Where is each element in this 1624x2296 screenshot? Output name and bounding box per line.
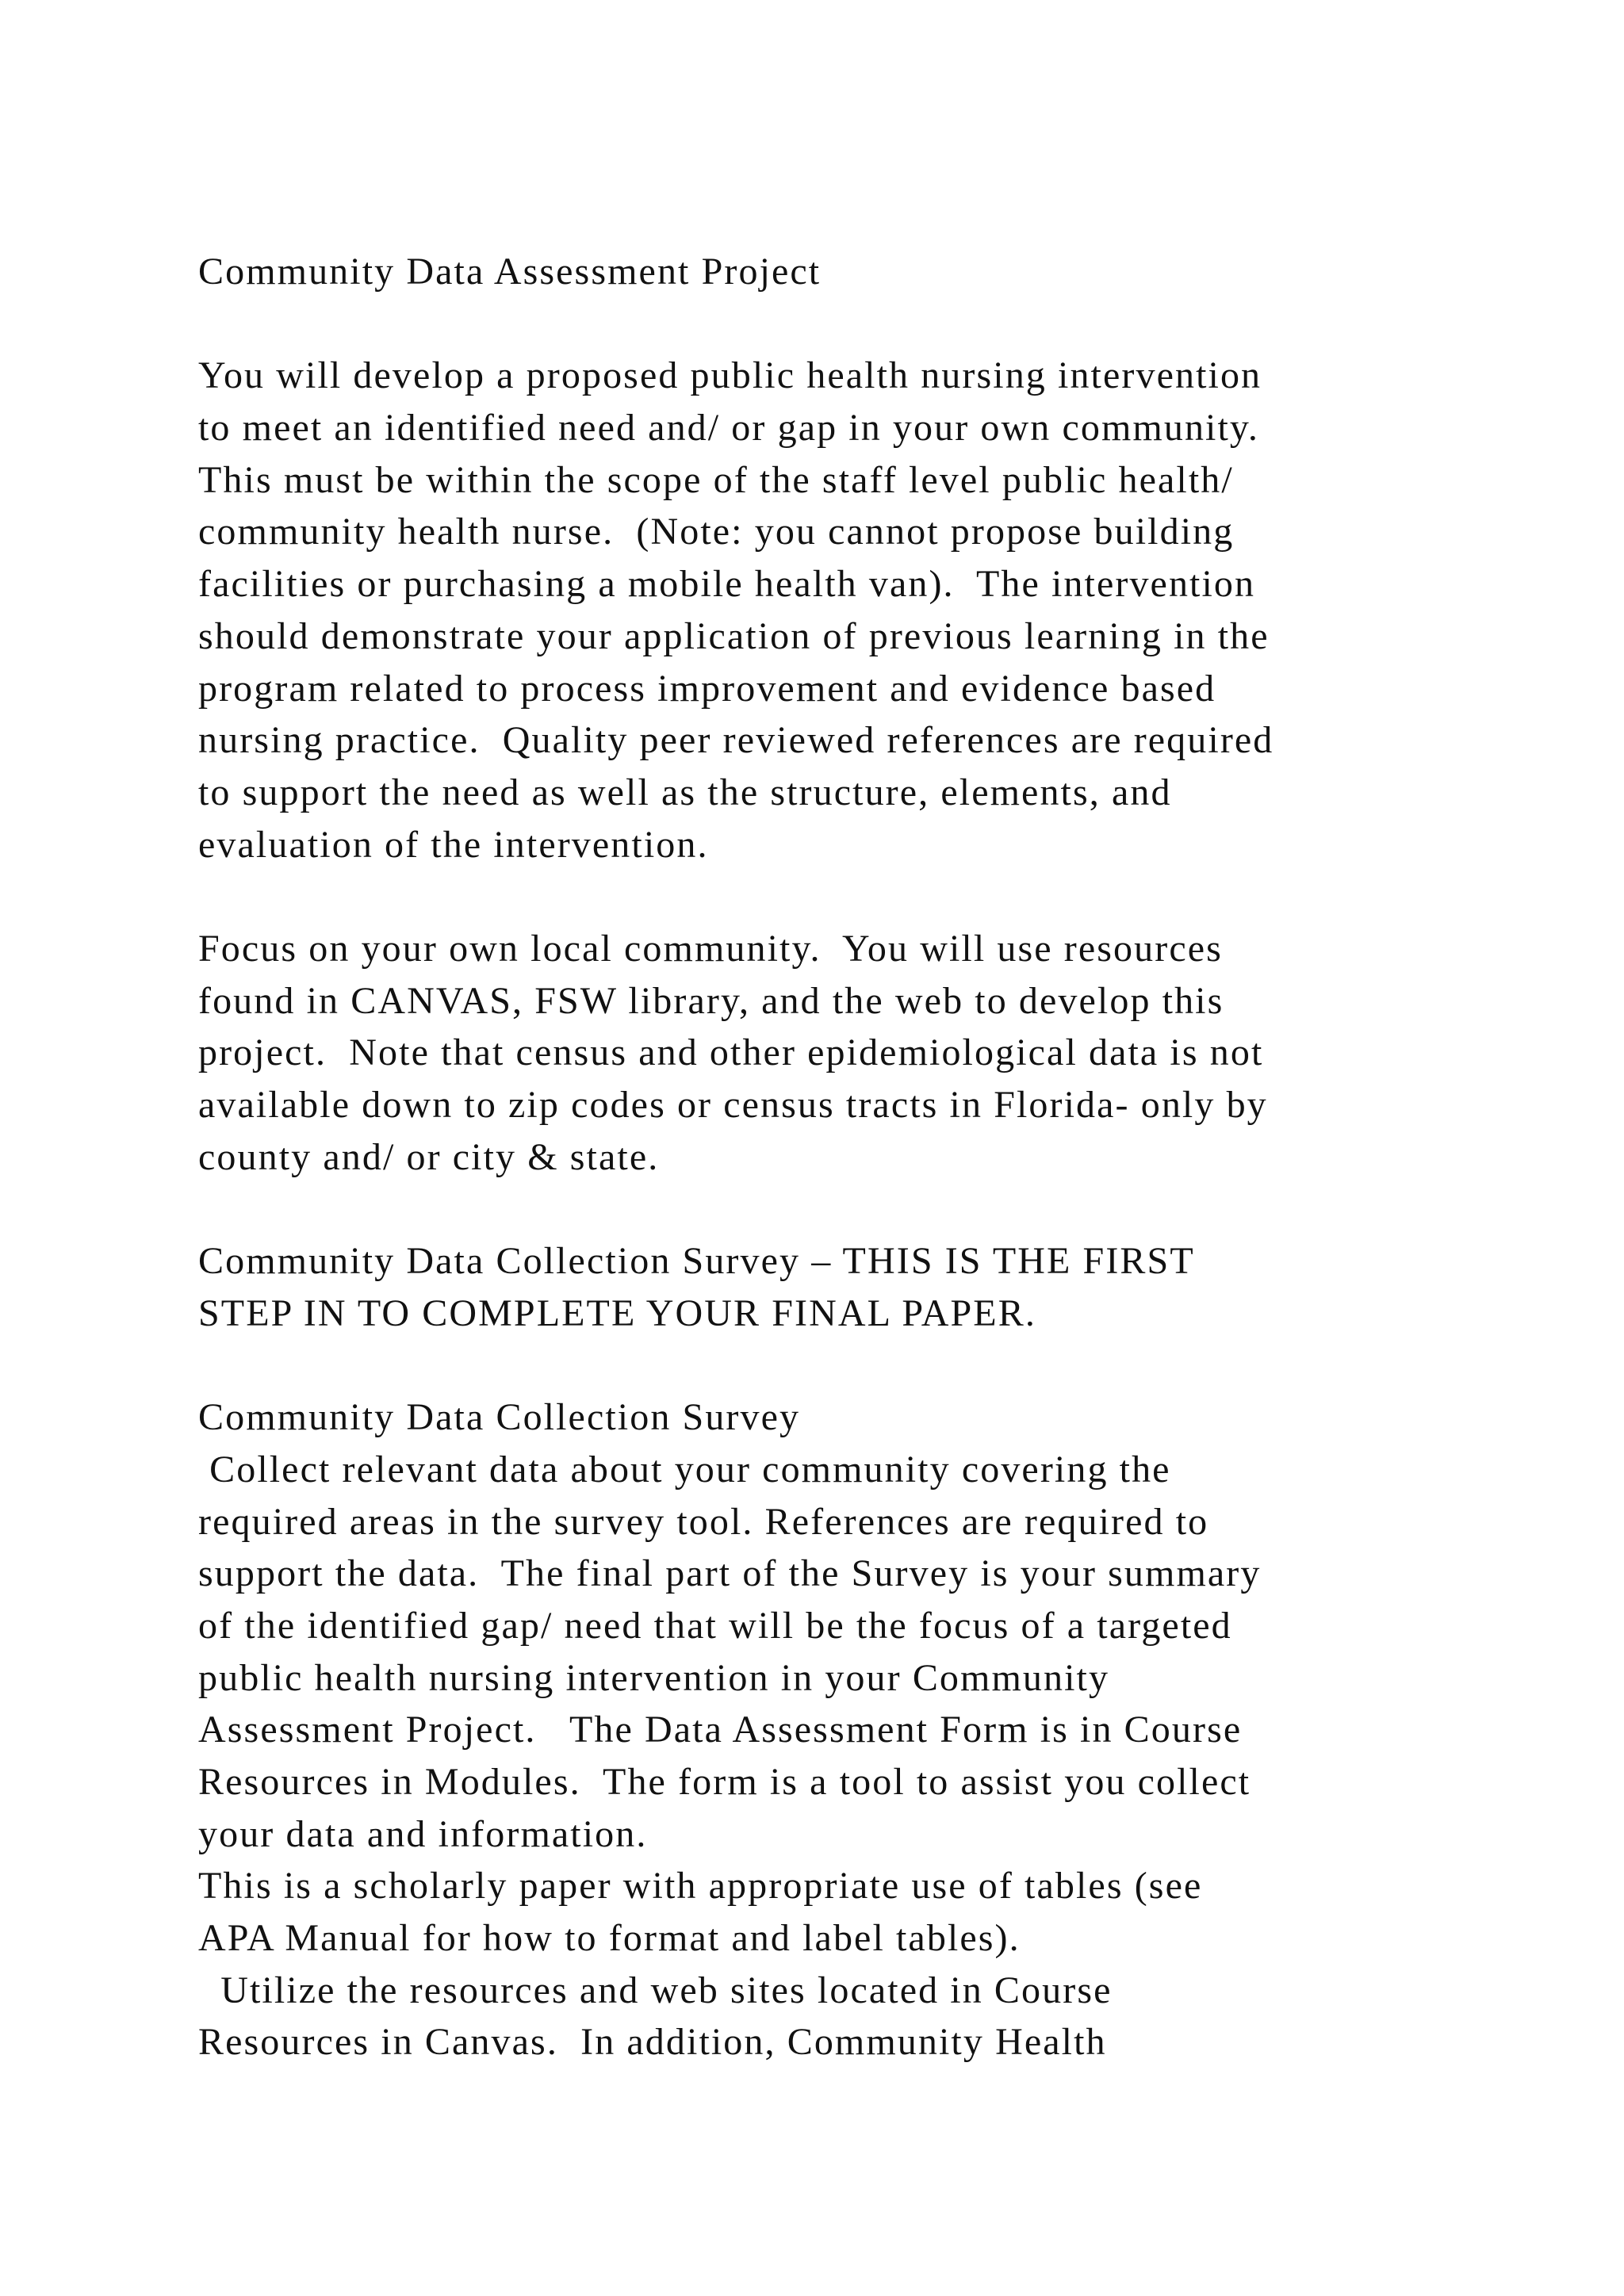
text-line: evaluation of the intervention. xyxy=(198,823,709,866)
text-line: STEP IN TO COMPLETE YOUR FINAL PAPER. xyxy=(198,1292,1036,1334)
paragraph-local-community xyxy=(198,923,1562,1183)
text-line: This must be within the scope of the staff level public health/ xyxy=(198,458,1234,501)
text-line: Focus on your own local community. You will use resources xyxy=(198,927,1223,970)
paragraph-survey-first-step xyxy=(198,1235,1562,1339)
text-line: program related to process improvement and evidence based xyxy=(198,667,1216,710)
text-line: Collect relevant data about your community covering the xyxy=(198,1448,1171,1490)
document-body xyxy=(198,246,1562,2068)
text-line: to support the need as well as the structure, elements, and xyxy=(198,771,1172,813)
text-line: required areas in the survey tool. References are required to xyxy=(198,1500,1209,1543)
text-line: of the identified gap/ need that will be the focus of a targeted xyxy=(198,1604,1232,1647)
text-line: APA Manual for how to format and label tables). xyxy=(198,1917,1021,1959)
text-line: Community Data Collection Survey – THIS IS THE FIRST xyxy=(198,1240,1195,1283)
text-line: should demonstrate your application of previous learning in the xyxy=(198,614,1270,657)
text-line: available down to zip codes or census tracts in Florida- only by xyxy=(198,1084,1268,1126)
text-line: to meet an identified need and/ or gap in your own community. xyxy=(198,407,1260,450)
text-line: This is a scholarly paper with appropriate use of tables (see xyxy=(198,1865,1203,1908)
text-line: community health nurse. (Note: you cannot propose building xyxy=(198,511,1235,553)
section-heading: Community Data Collection Survey xyxy=(198,1396,801,1439)
text-line: Utilize the resources and web sites located in Course xyxy=(198,1969,1113,2011)
text-line: Resources in Modules. The form is a tool to assist you collect xyxy=(198,1760,1251,1803)
text-line: nursing practice. Quality peer reviewed references are required xyxy=(198,719,1274,762)
text-line: facilities or purchasing a mobile health van). The intervention xyxy=(198,563,1256,606)
text-line: support the data. The final part of the Survey is your summary xyxy=(198,1552,1262,1595)
text-line: Resources in Canvas. In addition, Community Health xyxy=(198,2021,1107,2064)
paragraph-spacer xyxy=(198,298,1562,350)
paragraph-spacer xyxy=(198,1339,1562,1391)
text-line: You will develop a proposed public health nursing intervention xyxy=(198,354,1262,397)
text-line: Assessment Project. The Data Assessment Form is in Course xyxy=(198,1709,1243,1751)
text-line: project. Note that census and other epidemiological data is not xyxy=(198,1031,1264,1074)
paragraph-spacer xyxy=(198,1183,1562,1235)
paragraph-data-collection-survey xyxy=(198,1391,1562,2068)
paragraph-spacer xyxy=(198,871,1562,923)
text-line: found in CANVAS, FSW library, and the web to develop this xyxy=(198,979,1224,1022)
text-line: your data and information. xyxy=(198,1812,648,1855)
document-title: Community Data Assessment Project xyxy=(198,251,822,293)
text-line: county and/ or city & state. xyxy=(198,1135,660,1178)
text-line: public health nursing intervention in your Community xyxy=(198,1656,1110,1699)
paragraph-intervention xyxy=(198,350,1562,871)
